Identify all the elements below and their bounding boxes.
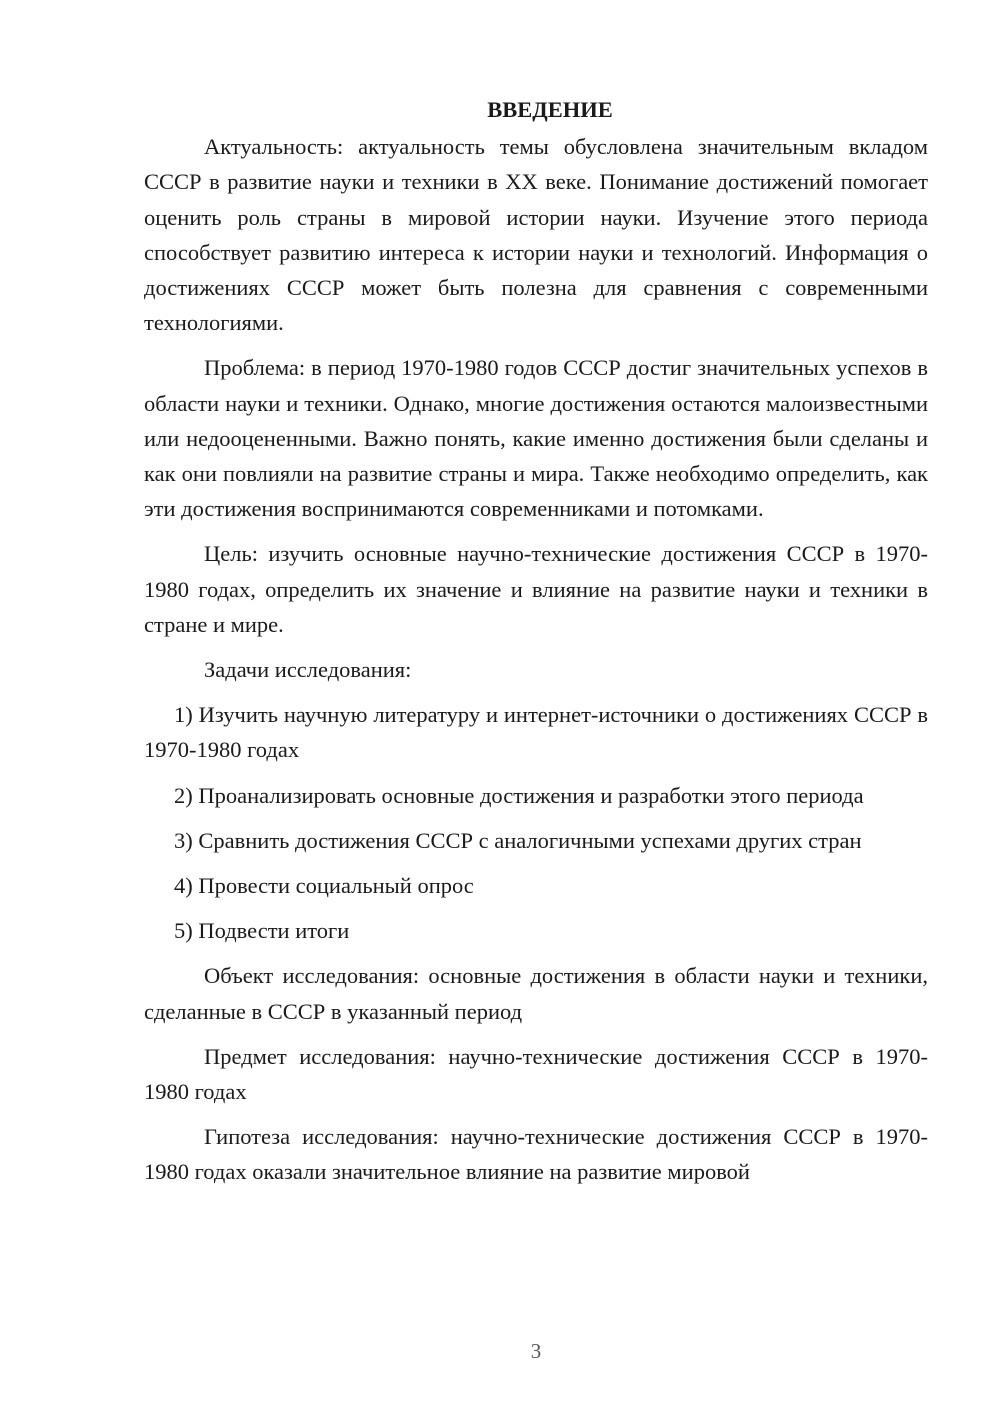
paragraph-hypothesis: Гипотеза исследования: научно-технические достижения СССР в 1970-1980 годах оказали значительное влияние на развитие мировой (144, 1124, 928, 1185)
section-title: ВВЕДЕНИЕ (487, 97, 613, 122)
task-item-4: 4) Провести социальный опрос (174, 873, 474, 899)
paragraph-relevance: Актуальность: актуальность темы обусловлена значительным вкладом СССР в развитие науки и техники в XX веке. Понимание достижений помогает оценить роль страны в мировой истории науки. Изучение этого периода способствует развитию интереса к истории науки и технологий. Информация о достижениях СССР может быть полезна для сравнения с современными технологиями. (144, 134, 928, 336)
task-item-1: 1) Изучить научную литературу и интернет-источники о достижениях СССР в 1970-1980 годах (144, 702, 928, 763)
paragraph-problem: Проблема: в период 1970-1980 годов СССР достиг значительных успехов в области науки и техники. Однако, многие достижения остаются малоизвестными или недооцененными. Важно понять, какие именно достижения были сделаны и как они повлияли на развитие страны и мира. Также необходимо определить, как эти достижения воспринимаются современниками и потомками. (144, 355, 928, 522)
paragraph-subject: Предмет исследования: научно-технические достижения СССР в 1970-1980 годах (144, 1043, 928, 1105)
paragraph-object: Объект исследования: основные достижения в области науки и техники, сделанные в СССР в указанный период (144, 963, 928, 1024)
task-item-5: 5) Подвести итоги (174, 918, 350, 944)
page-number: 3 (530, 1339, 542, 1363)
task-item-2: 2) Проанализировать основные достижения и разработки этого периода (174, 782, 864, 808)
paragraph-goal: Цель: изучить основные научно-технические достижения СССР в 1970-1980 годах, определить их значение и влияние на развитие науки и техники в стране и мире. (144, 541, 928, 637)
tasks-heading: Задачи исследования: (204, 657, 412, 683)
document-body (144, 92, 928, 1200)
task-item-3: 3) Сравнить достижения СССР с аналогичными успехами других стран (174, 827, 862, 853)
